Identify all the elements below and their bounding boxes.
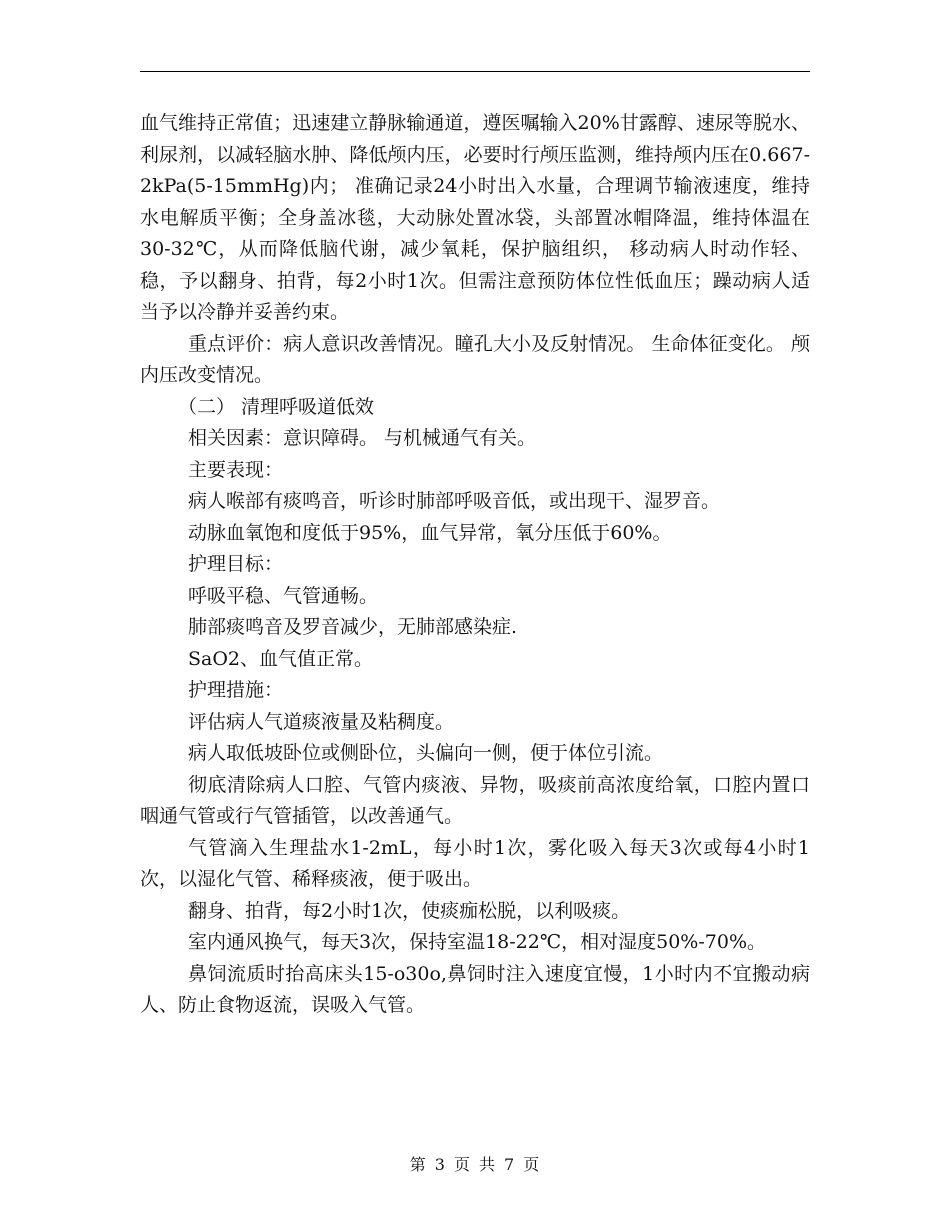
paragraph-measure-1: 评估病人气道痰液量及粘稠度。 [188, 710, 455, 733]
paragraph-goal-3: SaO2、血气值正常。 [188, 647, 374, 670]
footer-current-page: 3 [434, 1155, 446, 1174]
paragraph-measure-7: 鼻饲流质时抬高床头15-o30o,鼻饲时注入速度宜慢，1小时内不宜搬动病人、防止食物返流，误吸入气管。 [140, 962, 810, 1016]
paragraph-measure-3: 彻底清除病人口腔、气管内痰液、异物，吸痰前高浓度给氧，口腔内置口咽通气管或行气管插管，以改善通气。 [140, 773, 810, 827]
paragraph-measures-heading: 护理措施： [188, 679, 284, 701]
footer-total-word: 共 [479, 1155, 497, 1174]
paragraph-goal-1: 呼吸平稳、气管通畅。 [188, 584, 379, 607]
paragraph-measure-2: 病人取低坡卧位或侧卧位，头偏向一侧，便于体位引流。 [188, 742, 664, 764]
paragraph-goal-2: 肺部痰鸣音及罗音减少，无肺部感染症. [188, 616, 518, 638]
paragraph-icp-measures: 血气维持正常值；迅速建立静脉输通道，遵医嘱输入20%甘露醇、速尿等脱水、利尿剂，以减轻脑水肿、降低颅内压，必要时行颅压监测，维持颅内压在0.667-2kPa(5-15mmHg)内； 准确记录24小时出入水量，合理调节输液速度，维持水电解质平衡；全身盖冰毯，大动脉处置冰袋，头部置冰帽降温，维持体温在30-32℃，从而降低脑代谢，减少氧耗，保护脑组织， 移动病人时动作轻、稳，予以翻身、拍背，每2小时1次。但需注意预防体位性低血压；躁动病人适当予以冷静并妥善约束。 [140, 112, 810, 323]
paragraph-manifestation-1: 病人喉部有痰鸣音，听诊时肺部呼吸音低，或出现干、湿罗音。 [188, 490, 721, 512]
footer-page-word: 页 [453, 1155, 471, 1174]
page-body [140, 108, 810, 1022]
header-rule [140, 71, 810, 72]
paragraph-goals-heading: 护理目标： [188, 553, 284, 575]
footer-total-pages: 7 [504, 1155, 516, 1174]
footer-suffix: 页 [523, 1155, 541, 1174]
paragraph-measure-6: 室内通风换气，每天3次，保持室温18-22℃，相对湿度50%-70%。 [188, 931, 766, 953]
paragraph-manifestation-2: 动脉血氧饱和度低于95%，血气异常，氧分压低于60%。 [188, 521, 672, 544]
footer-prefix: 第 [409, 1155, 427, 1174]
paragraph-related-factors: 相关因素：意识障碍。 与机械通气有关。 [188, 427, 537, 449]
paragraph-key-evaluation: 重点评价：病人意识改善情况。瞳孔大小及反射情况。 生命体征变化。 颅内压改变情况。 [140, 332, 810, 386]
section-heading: （二） 清理呼吸道低效 [178, 395, 375, 418]
paragraph-measure-4: 气管滴入生理盐水1-2mL，每小时1次，雾化吸入每天3次或每4小时1次，以湿化气管、稀释痰液，便于吸出。 [140, 836, 810, 890]
paragraph-main-manifestations-heading: 主要表现： [188, 458, 284, 481]
paragraph-measure-5: 翻身、拍背，每2小时1次，使痰痂松脱，以利吸痰。 [188, 899, 631, 922]
page-footer [0, 1152, 950, 1175]
